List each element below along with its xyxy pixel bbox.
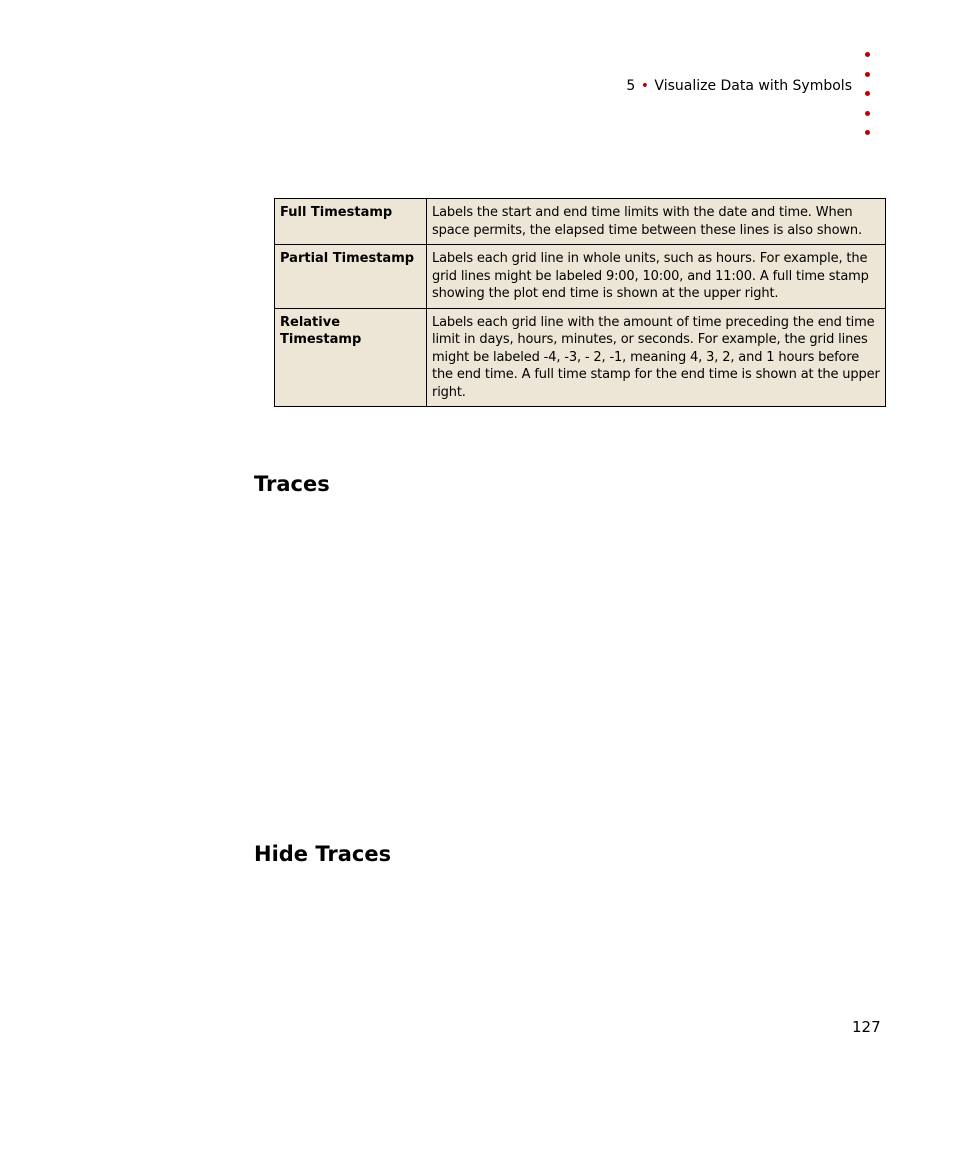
traces-heading: Traces	[254, 472, 330, 496]
description-cell: Labels each grid line with the amount of time preceding the end time limit in days, hours, minutes, or seconds. For example, the grid lines might be labeled -4, -3, - 2, -1, meaning 4, 3, 2, and 1 hours before the end time. A full time stamp for the end time is shown at the upper right.	[427, 308, 886, 407]
timestamp-options-table	[274, 198, 886, 407]
description-cell: Labels the start and end time limits with the date and time. When space permits, the elapsed time between these lines is also shown.	[427, 199, 886, 245]
hide-traces-heading: Hide Traces	[254, 842, 392, 866]
chapter-title: Visualize Data with Symbols	[654, 78, 852, 94]
decorative-dot	[865, 111, 870, 116]
decorative-dot	[865, 130, 870, 135]
table-row	[275, 245, 886, 309]
table-row	[275, 308, 886, 407]
term-cell: Partial Timestamp	[275, 245, 427, 309]
table-row	[275, 199, 886, 245]
decorative-dot	[865, 72, 870, 77]
description-cell: Labels each grid line in whole units, such as hours. For example, the grid lines might be labeled 9:00, 10:00, and 11:00. A full time stamp showing the plot end time is shown at the upper right.	[427, 245, 886, 309]
chapter-number: 5	[626, 78, 636, 94]
header-bullet: •	[640, 78, 649, 94]
term-cell: Relative Timestamp	[275, 308, 427, 407]
decorative-dots	[865, 52, 873, 150]
page-number: 127	[852, 1018, 881, 1036]
decorative-dot	[865, 91, 870, 96]
running-header	[626, 78, 852, 94]
decorative-dot	[865, 52, 870, 57]
term-cell: Full Timestamp	[275, 199, 427, 245]
